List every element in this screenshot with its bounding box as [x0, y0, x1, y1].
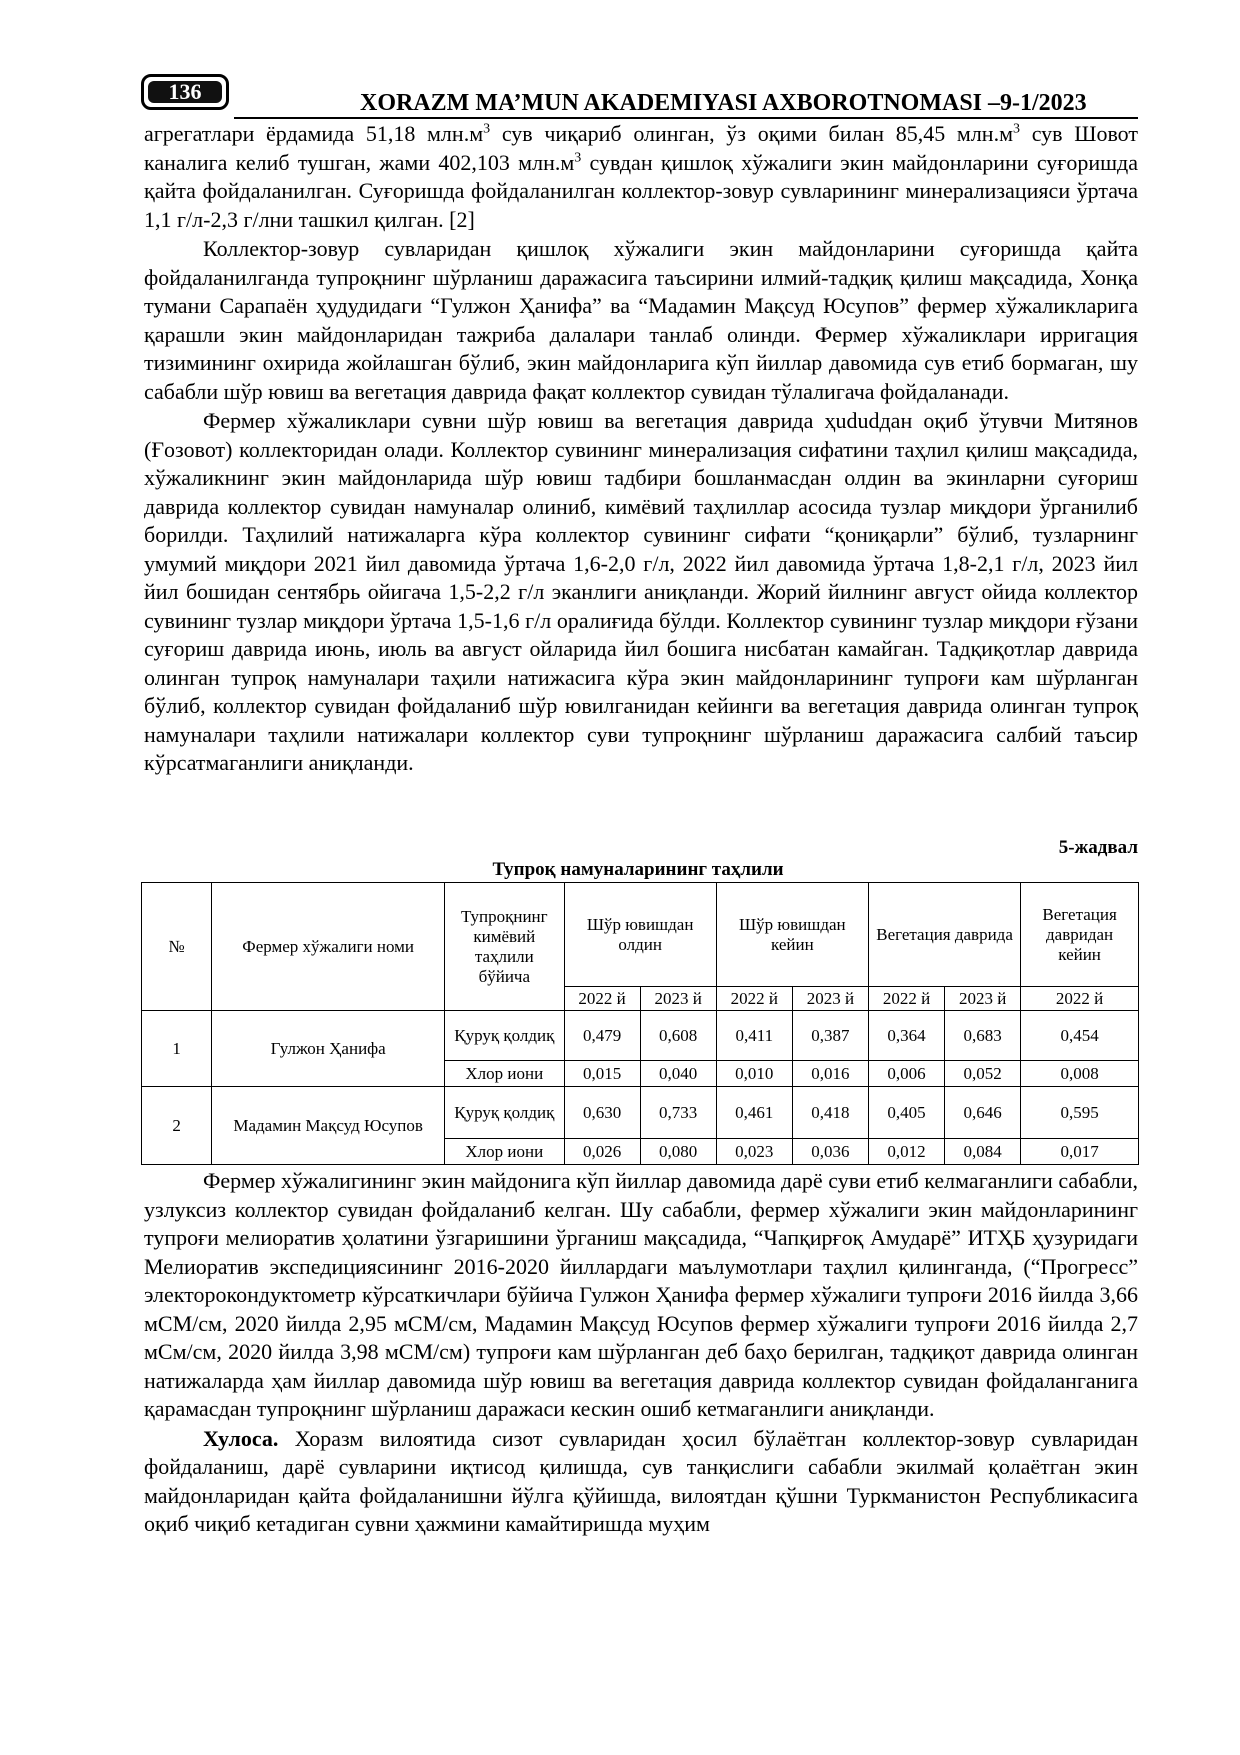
journal-title: XORAZM MA’MUN AKADEMIYASI AXBOROTNOMASI –9-1/2023 [360, 90, 1087, 116]
farm-name: Мадамин Мақсуд Юсупов [212, 1087, 445, 1165]
paragraph-3: Фермер хўжаликлари сувни шўр ювиш ва вегетация даврида ҳududдан оқиб ўтувчи Митянов (Ғозовот) коллекторидан олади. Коллектор сувининг минерализация сифатини таҳлил қилиш мақсадида, хўжаликнинг экин майдонларида шўр ювиш тадбири бошланмасдан олдин ва экинларни суғориш даврида коллектор сувидан намуналар олиниб, кимёвий таҳлиллар асосида тузлар миқдори ўрганилиб борилди. Таҳлилий натижаларга кўра коллектор сувининг сифати “қониқарли” бўлиб, тузларнинг умумий миқдори 2021 йил давомида ўртача 1,6-2,0 г/л, 2022 йил давомида ўртача 1,8-2,1 г/л, 2023 йил йил бошидан сентябрь ойигача 1,5-2,2 г/л эканлиги аниқланди. Жорий йилнинг август ойида коллектор сувининг тузлар миқдори ўртача 1,5-1,6 г/л оралиғида бўлди. Коллектор сувининг тузлар миқдори ғўзани суғориш даврида июнь, июль ва август ойларида йил бошига нисбатан камайган. Тадқиқотлар даврида олинган тупроқ намуналари таҳили натижасига кўра экин майдонларининг тупроғи кам шўрланган бўлиб, коллектор сувидан фойдаланиб шўр ювилганидан кейинги ва вегетация даврида олинган тупроқ намуналари таҳлили натижалари коллектор суви тупроқнинг шўрланиш даражасига салбий таъсир кўрсатмаганлиги аниқланди. [144, 408, 1138, 775]
table-row [142, 1087, 1139, 1139]
table-cell: 0,608 [640, 1011, 716, 1061]
paragraph-2: Коллектор-зовур сувларидан қишлоқ хўжалиги экин майдонларини суғоришда қайта фойдаланилганда тупроқнинг шўрланиш даражасига таъсирини илмий-тадқиқ қилиш мақсадида, Хонқа тумани Сарапаён ҳудудидаги “Гулжон Ҳанифа” ва “Мадамин Мақсуд Юсупов” фермер хўжаликларига қарашли экин майдонларидан тажриба далалари танлаб олинди. Фермер хўжаликлари ирригация тизимининг охирида жойлашган бўлиб, экин майдонларига кўп йиллар давомида сув етиб бормаган, шу сабабли шўр ювиш ва вегетация даврида фақат коллектор сувидан тўлалигача фойдаланади. [144, 236, 1138, 404]
year-2022: 2022 й [868, 987, 944, 1011]
table-cell: 0,036 [792, 1139, 868, 1165]
table-cell: 0,010 [716, 1061, 792, 1087]
year-2023: 2023 й [640, 987, 716, 1011]
table-cell: 0,461 [716, 1087, 792, 1139]
header-rule [234, 117, 1138, 119]
row-number: 1 [142, 1011, 212, 1087]
row-number: 2 [142, 1087, 212, 1165]
table-header-row [142, 883, 1139, 987]
year-2023: 2023 й [945, 987, 1021, 1011]
table-cell: 0,017 [1021, 1139, 1139, 1165]
table-cell: 0,479 [564, 1011, 640, 1061]
header-chemical-analysis: Тупроқнинг кимёвий таҳлили бўйича [445, 883, 564, 1011]
header-no: № [142, 883, 212, 1011]
table-cell: 0,006 [868, 1061, 944, 1087]
header-farm-name: Фермер хўжалиги номи [212, 883, 445, 1011]
indicator-label: Қуруқ қолдиқ [445, 1087, 564, 1139]
indicator-label: Қуруқ қолдиқ [445, 1011, 564, 1061]
indicator-label: Хлор иони [445, 1061, 564, 1087]
body-text-bottom [144, 1167, 1138, 1539]
indicator-label: Хлор иони [445, 1139, 564, 1165]
year-2022: 2022 й [716, 987, 792, 1011]
table-cell: 0,052 [945, 1061, 1021, 1087]
paragraph-1: агрегатлари ёрдамида 51,18 $млн.м^3$ сув чиқариб олинган, ўз оқими билан 85,45 $млн.м^3$ сув Шовот каналига келиб тушган, жами 402,103 $млн.м^3$ сувдан қишлоқ хўжалиги экин майдонларини суғоришда қайта фойдаланилган. Суғоришда фойдаланилган коллектор-зовур сувларининг минерализацияси ўртача 1,1 г/л-2,3 г/лни ташкил қилган. [2] [144, 121, 1138, 232]
table-cell: 0,630 [564, 1087, 640, 1139]
farm-name: Гулжон Ҳанифа [212, 1011, 445, 1087]
header-before-leaching: Шўр ювишдан олдин [564, 883, 716, 987]
paragraph-conclusion: Хулоса. Хоразм вилоятида сизот сувларидан ҳосил бўлаётган коллектор-зовур сувларидан фойдаланиш, дарё сувларини иқтисод қилишда, сув танқислиги сабабли экилмай қолаётган экин майдонларидан қайта фойдаланишни йўлга қўйишда, вилоятдан қўшни Туркманистон Республикасига оқиб чиқиб кетадиган сувни ҳажмини камайтиришда муҳим [144, 1425, 1138, 1536]
table-cell: 0,683 [945, 1011, 1021, 1061]
table-caption: 5-жадвал [1058, 837, 1138, 858]
table-cell: 0,364 [868, 1011, 944, 1061]
soil-analysis-table [141, 882, 1139, 1165]
table-cell: 0,084 [945, 1139, 1021, 1165]
table-cell: 0,040 [640, 1061, 716, 1087]
table-cell: 0,387 [792, 1011, 868, 1061]
page-number-badge [141, 74, 229, 110]
table-cell: 0,008 [1021, 1061, 1139, 1087]
table-cell: 0,080 [640, 1139, 716, 1165]
table-title: Тупроқ намуналарининг таҳлили [492, 859, 784, 880]
table-cell: 0,026 [564, 1139, 640, 1165]
header-after-leaching: Шўр ювишдан кейин [716, 883, 868, 987]
body-text-top [144, 120, 1138, 778]
table-cell: 0,646 [945, 1087, 1021, 1139]
year-2022: 2022 й [564, 987, 640, 1011]
page-number: 136 [148, 81, 222, 103]
header-after-vegetation: Вегетация давридан кейин [1021, 883, 1139, 987]
header-vegetation: Вегетация даврида [868, 883, 1020, 987]
table-cell: 0,015 [564, 1061, 640, 1087]
table-cell: 0,595 [1021, 1087, 1139, 1139]
year-2023: 2023 й [792, 987, 868, 1011]
table-cell: 0,012 [868, 1139, 944, 1165]
table-cell: 0,023 [716, 1139, 792, 1165]
conclusion-heading: Хулоса. [203, 1425, 279, 1451]
table-cell: 0,016 [792, 1061, 868, 1087]
table-cell: 0,454 [1021, 1011, 1139, 1061]
table-cell: 0,411 [716, 1011, 792, 1061]
paragraph-4: Фермер хўжалигининг экин майдонига кўп йиллар давомида дарё суви етиб келмаганлиги сабабли, узлуксиз коллектор сувидан фойдаланиб келган. Шу сабабли, фермер хўжалиги экин майдонларининг тупроғи мелиоратив ҳолатини ўзгаришини ўрганиш мақсадида, “Чапқирғоқ Амударё” ИТҲБ ҳузуридаги Мелиоратив экспедициясининг 2016-2020 йиллардаги маълумотлари таҳлил қилинганда, (“Прогресс” электорокондуктометр кўрсаткичлари бўйича Гулжон Ҳанифа фермер хўжалиги тупроғи 2016 йилда 3,66 мСМ/см, 2020 йилда 2,95 мСМ/см, Мадамин Мақсуд Юсупов фермер хўжалиги тупроғи 2016 йилда 2,7 мСм/см, 2020 йилда 3,98 мСМ/см) тупроғи кам шўрланган деб баҳо берилган, тадқиқот даврида олинган натижаларда ҳам йиллар давомида шўр ювиш ва вегетация даврида коллектор сувидан фойдаланганига қарамасдан тупроқнинг шўрланиш даражаси кескин ошиб кетмаганлиги аниқланди. [144, 1168, 1138, 1421]
table-cell: 0,733 [640, 1087, 716, 1139]
table-cell: 0,405 [868, 1087, 944, 1139]
year-2022: 2022 й [1021, 987, 1139, 1011]
table-cell: 0,418 [792, 1087, 868, 1139]
table-row [142, 1011, 1139, 1061]
